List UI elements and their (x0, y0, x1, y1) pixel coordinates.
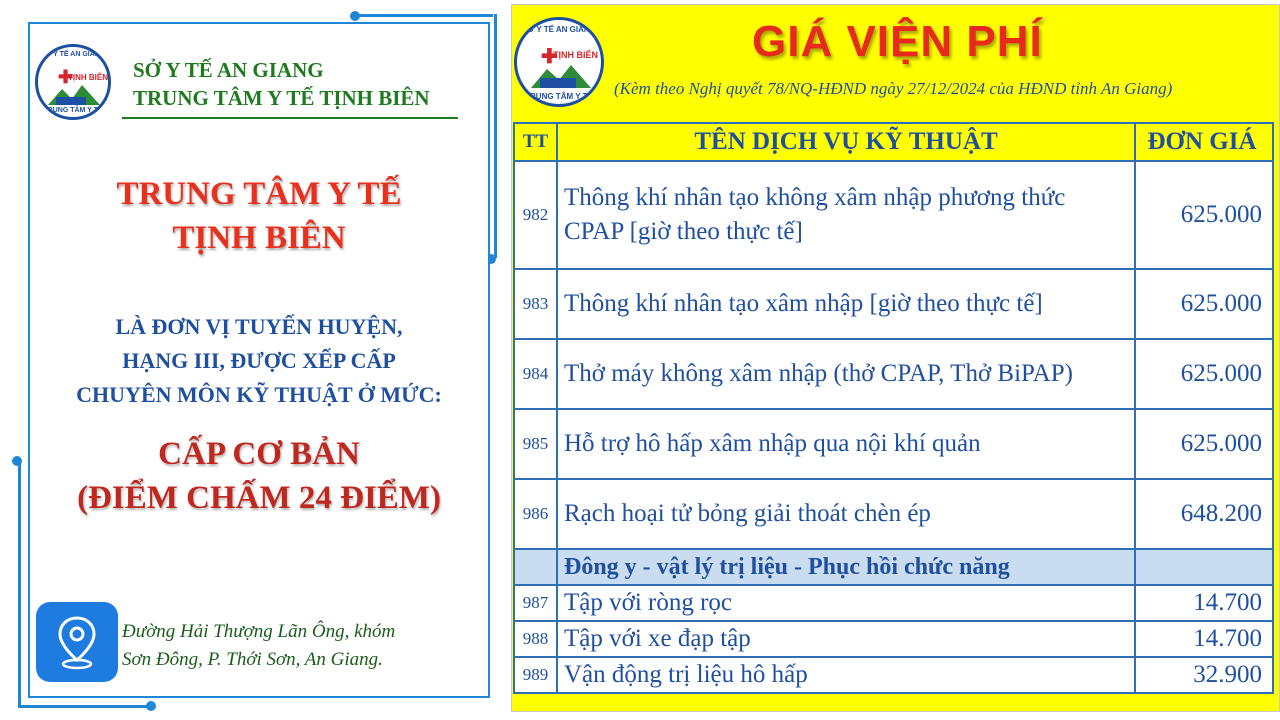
decor-dot-top (350, 11, 360, 21)
logo-top-text: SỞ Y TẾ AN GIANG (40, 51, 106, 58)
hospital-title-line2: TỊNH BIÊN (172, 220, 346, 256)
table-header-row (514, 123, 1273, 161)
logo-bottom-text: TRUNG TÂM Y TẾ (43, 107, 103, 114)
table-row (514, 621, 1273, 657)
service-price: 625.000 (1135, 339, 1273, 409)
decor-dot-left (12, 456, 22, 466)
hospital-logo (35, 44, 111, 120)
logo-mountain-icon (531, 62, 591, 88)
service-price: 32.900 (1135, 657, 1273, 693)
service-price: 625.000 (1135, 161, 1273, 269)
logo-cross-icon: ✚ (58, 67, 74, 87)
table-group-row (514, 549, 1273, 585)
logo-top-text: SỞ Y TẾ AN GIANG (522, 25, 596, 34)
level-line1: CẤP CƠ BẢN (158, 436, 360, 472)
decor-line-top (355, 14, 493, 17)
description-line1: LÀ ĐƠN VỊ TUYẾN HUYỆN, (115, 314, 403, 339)
hospital-logo-small (514, 17, 604, 107)
service-name: Thông khí nhân tạo không xâm nhập phương thức CPAP [giờ theo thực tế] (557, 161, 1135, 269)
logo-cross-icon: ✚ (541, 46, 558, 68)
decor-line-right (494, 14, 497, 258)
group-number (514, 549, 557, 585)
service-price: 625.000 (1135, 269, 1273, 339)
org-name: TRUNG TÂM Y TẾ TỊNH BIÊN (133, 86, 430, 110)
location-pin-icon (36, 602, 118, 682)
group-title: Đông y - vật lý trị liệu - Phục hồi chức năng (557, 549, 1135, 585)
column-header-name: TÊN DỊCH VỤ KỸ THUẬT (557, 123, 1135, 161)
row-number: 989 (514, 657, 557, 693)
row-number: 987 (514, 585, 557, 621)
row-number: 983 (514, 269, 557, 339)
org-underline (122, 117, 458, 119)
service-name: Thở máy không xâm nhập (thở CPAP, Thở BiPAP) (557, 339, 1135, 409)
price-list-subtitle: (Kèm theo Nghị quyết 78/NQ-HĐND ngày 27/12/2024 của HĐND tỉnh An Giang) (614, 79, 1173, 98)
column-header-price: ĐƠN GIÁ (1135, 123, 1273, 161)
table-row (514, 479, 1273, 549)
description-line3: CHUYÊN MÔN KỸ THUẬT Ở MỨC: (76, 382, 442, 407)
service-name: Thông khí nhân tạo xâm nhập [giờ theo thực tế] (557, 269, 1135, 339)
decor-dot-bottom (146, 701, 156, 711)
column-header-tt: TT (514, 123, 557, 161)
service-price: 648.200 (1135, 479, 1273, 549)
row-number: 985 (514, 409, 557, 479)
logo-center-text: TỊNH BIÊN (553, 50, 598, 60)
service-name: Hỗ trợ hô hấp xâm nhập qua nội khí quản (557, 409, 1135, 479)
table-row (514, 339, 1273, 409)
row-number: 986 (514, 479, 557, 549)
hospital-info-panel (28, 22, 490, 698)
level-line2: (ĐIỂM CHẤM 24 ĐIỂM) (77, 480, 441, 516)
table-row (514, 657, 1273, 693)
service-name: Vận động trị liệu hô hấp (557, 657, 1135, 693)
service-name: Tập với xe đạp tập (557, 621, 1135, 657)
service-price: 625.000 (1135, 409, 1273, 479)
address-line1: Đường Hải Thượng Lãn Ông, khóm (122, 621, 396, 642)
group-price (1135, 549, 1273, 585)
price-table (513, 122, 1274, 694)
service-name: Tập với ròng rọc (557, 585, 1135, 621)
price-list-panel (511, 4, 1280, 712)
description-line2: HẠNG III, ĐƯỢC XẾP CẤP (122, 348, 396, 373)
logo-bottom-text: TRUNG TÂM Y TẾ (525, 92, 593, 101)
table-row (514, 409, 1273, 479)
address-line2: Sơn Đông, P. Thới Sơn, An Giang. (122, 649, 383, 670)
logo-center-text: TỊNH BIÊN (68, 73, 108, 82)
row-number: 988 (514, 621, 557, 657)
service-price: 14.700 (1135, 585, 1273, 621)
location-button[interactable] (36, 602, 118, 682)
row-number: 984 (514, 339, 557, 409)
table-row (514, 585, 1273, 621)
service-name: Rạch hoại tử bỏng giải thoát chèn ép (557, 479, 1135, 549)
hospital-title-line1: TRUNG TÂM Y TẾ (116, 176, 402, 212)
address (122, 618, 395, 674)
logo-mountain-icon (48, 83, 100, 105)
table-row (514, 161, 1273, 269)
org-parent-name: SỞ Y TẾ AN GIANG (133, 58, 324, 82)
service-price: 14.700 (1135, 621, 1273, 657)
price-list-title: GIÁ VIỆN PHÍ (752, 17, 1043, 66)
decor-line-left (18, 460, 21, 707)
table-row (514, 269, 1273, 339)
decor-line-bottom (18, 705, 150, 708)
row-number: 982 (514, 161, 557, 269)
